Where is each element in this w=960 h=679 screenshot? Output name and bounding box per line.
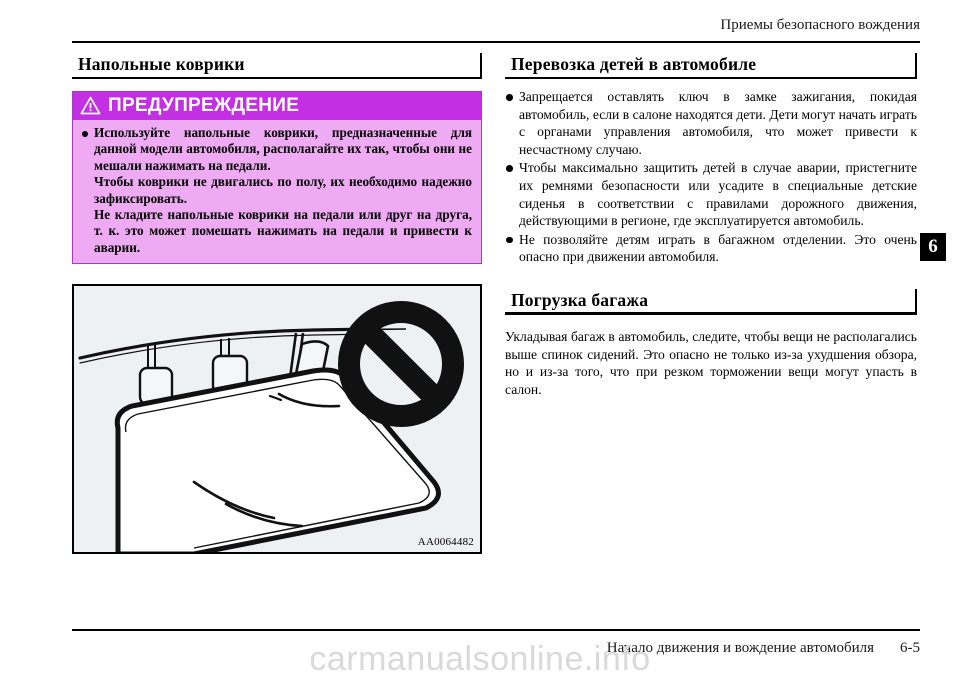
heading-rule	[72, 77, 482, 80]
warning-paragraph: Чтобы коврики не двигались по полу, их необходимо надежно зафиксировать.	[94, 174, 472, 206]
figure-illustration	[74, 286, 480, 552]
list-item: Запрещается оставлять ключ в замке зажигания, покидая автомобиль, если в салоне находятся дети. Дети могут начать играть с органами управления автомобиля, что может привести к несчастному случаю.	[505, 88, 917, 158]
section-heading-floor-mats-label: Напольные коврики	[78, 54, 245, 74]
warning-box-body	[73, 120, 481, 263]
list-item: Чтобы максимально защитить детей в случае аварии, пристегните их ремнями безопасности или усадите в специальные детские сиденья в соответствии с правилами дорожного движения, действующими в регионе, где эксплуатируется автомобиль.	[505, 159, 917, 229]
section-heading-children-transport	[505, 52, 917, 79]
header-rule	[72, 41, 920, 43]
heading-end-tick	[915, 53, 918, 79]
figure-floor-mat-pedals	[72, 284, 482, 554]
page-footer	[607, 640, 920, 657]
warning-box	[72, 91, 482, 264]
list-item: Не позволяйте детям играть в багажном отделении. Это очень опасно при движении автомобиля.	[505, 231, 917, 266]
figure-code-label: AA0064482	[417, 536, 474, 549]
left-column	[72, 52, 482, 554]
page-number: 6-5	[900, 640, 920, 656]
chapter-tab-6: 6	[920, 233, 946, 261]
section-heading-luggage-loading-label: Погрузка багажа	[511, 289, 649, 310]
heading-end-tick	[480, 53, 483, 79]
section-heading-floor-mats	[72, 52, 482, 79]
section-heading-children-transport-label: Перевозка детей в автомобиле	[511, 54, 757, 74]
footer-rule	[72, 629, 920, 631]
heading-rule	[505, 77, 917, 80]
heading-rule	[505, 312, 917, 315]
warning-paragraph: Не кладите напольные коврики на педали или друг на друга, т. к. это может помешать нажимать на педали и привести к аварии.	[94, 207, 472, 255]
footer-section-title: Начало движения и вождение автомобиля	[606, 640, 874, 656]
warning-paragraph: Используйте напольные коврики, предназначенные для данной модели автомобиля, располагайте их так, чтобы они не мешали нажимать на педали.	[81, 125, 472, 174]
warning-triangle-icon	[80, 96, 101, 115]
heading-end-tick	[915, 289, 918, 315]
warning-title: ПРЕДУПРЕЖДЕНИЕ	[108, 95, 300, 116]
running-header: Приемы безопасного вождения	[720, 17, 920, 33]
watermark: carmanualsonline.info	[309, 640, 651, 678]
warning-box-header	[73, 92, 481, 120]
section-heading-luggage-loading	[505, 288, 917, 315]
children-transport-bullet-list	[505, 88, 917, 266]
right-column	[505, 52, 917, 398]
luggage-loading-paragraph: Укладывая багаж в автомобиль, следите, чтобы вещи не располагались выше спинок сидений. Это опасно не только из-за ухудшения обзора, но и из-за того, что при резком торможении вещи могут упасть в салон.	[505, 328, 917, 397]
